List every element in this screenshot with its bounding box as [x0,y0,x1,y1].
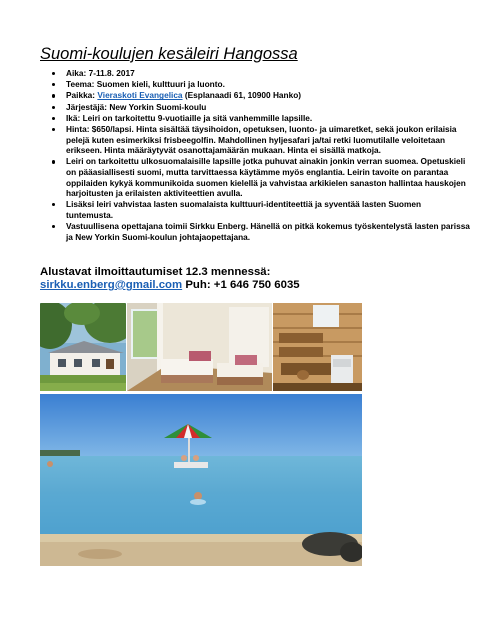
paikka-address: (Esplanaadi 61, 10900 Hanko) [182,90,302,101]
bedroom-photo [127,303,272,391]
list-item-ika: Ikä: Leiri on tarkoitettu 9-vuotiaille ja sitä vanhemmille lapsille. [66,113,470,124]
list-item-leiri: Leiri on tarkoitettu ulkosuomalaisille lapsille jotka puhuvat ainakin jonkin verran suomea. Opetuskieli on pääasiallisesti suomi, mutta tarvittaessa käytämme myös englantia. Leirin tavoite on parantaa oppilaiden kykyä kommunikoida suomen kielellä ja vahvistaa arkikielen sanaston hallintaa hauskojen harjoitusten ja erilaisten aktiviteettien avulla. [66,156,470,198]
venue-link[interactable]: Vieraskoti Evangelica [97,90,183,101]
list-item-teema: Teema: Suomen kieli, kulttuuri ja luonto. [66,79,470,90]
registration-heading: Alustavat ilmoittautumiset 12.3 mennessä: [40,266,271,278]
info-list [40,68,470,243]
page-title: Suomi-koulujen kesäleiri Hangossa [40,45,298,63]
paikka-label: Paikka: [66,90,98,101]
list-item-paikka [66,90,470,101]
sauna-photo [273,303,362,391]
list-item-hinta: Hinta: $650/lapsi. Hinta sisältää täysihoidon, opetuksen, luonto- ja uimaretket, sekä joukon erilaisia pelejä kuten esimerkiksi frisbeegolfin. Mahdollinen hyljesafari ja/tai retki luomutilalle veloitetaan erikseen. Hinta määräytyvät osanottajamäärän mukaan. Hinta ei sisällä matkoja. [66,124,470,156]
list-item-jarjestaja: Järjestäjä: New Yorkin Suomi-koulu [66,102,470,113]
contact-line [40,279,300,291]
beach-photo [40,394,362,566]
email-link[interactable]: sirkku.enberg@gmail.com [40,279,183,291]
list-item-lisaksi: Lisäksi leiri vahvistaa lasten suomalaista kulttuuri-identiteettiä ja syventää lasten Suomen tuntemusta. [66,199,470,220]
list-item-aika: Aika: 7-11.8. 2017 [66,68,470,79]
phone-text: Puh: +1 646 750 6035 [182,279,300,291]
list-item-vastuu: Vastuullisena opettajana toimii Sirkku Enberg. Hänellä on pitkä kokemus työskentelystä lasten parissa ja New Yorkin Suomi-koulun johtajaopettajana. [66,221,470,242]
house-photo [40,303,126,391]
